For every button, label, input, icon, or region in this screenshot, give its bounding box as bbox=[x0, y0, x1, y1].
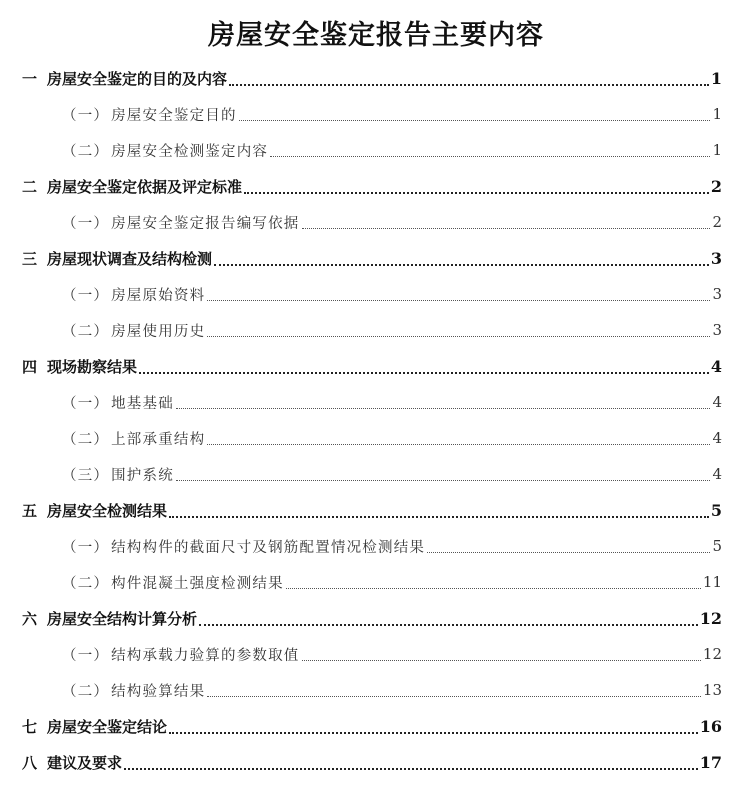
toc-entry-label: 房屋安全结构计算分析 bbox=[47, 609, 198, 628]
toc-entry-label: 房屋安全鉴定报告编写依据 bbox=[111, 215, 300, 232]
toc-entry-page: 2 bbox=[712, 213, 722, 231]
toc-entry-page: 17 bbox=[699, 752, 722, 772]
toc-entry-3-1[interactable] bbox=[0, 276, 722, 312]
dot-leader bbox=[199, 623, 698, 626]
toc-entry-5-2[interactable] bbox=[0, 564, 722, 600]
toc-entry-page: 3 bbox=[710, 248, 722, 268]
toc-entry-number: （一） bbox=[62, 539, 110, 556]
toc-entry-3-2[interactable] bbox=[0, 312, 722, 348]
toc-entry-label: 房屋安全鉴定的目的及内容 bbox=[47, 69, 228, 88]
toc-entry-number: 七 bbox=[22, 717, 38, 736]
toc-entry-label: 围护系统 bbox=[111, 467, 174, 484]
dot-leader bbox=[302, 227, 710, 229]
toc-entry-3[interactable] bbox=[0, 240, 722, 276]
dot-leader bbox=[270, 155, 710, 157]
toc-entry-page: 1 bbox=[710, 68, 722, 88]
toc-entry-page: 4 bbox=[712, 465, 722, 483]
toc-entry-label: 房屋原始资料 bbox=[111, 287, 206, 304]
toc-entry-number: 八 bbox=[22, 753, 38, 772]
toc-entry-5-1[interactable] bbox=[0, 528, 722, 564]
toc-entry-page: 1 bbox=[712, 141, 722, 159]
toc-entry-page: 13 bbox=[702, 681, 722, 699]
toc-entry-label: 房屋安全鉴定目的 bbox=[111, 107, 237, 124]
dot-leader bbox=[427, 551, 710, 553]
toc-entry-label: 房屋安全检测鉴定内容 bbox=[111, 143, 269, 160]
document-title: 房屋安全鉴定报告主要内容 bbox=[208, 20, 544, 51]
toc-entry-number: （二） bbox=[62, 323, 110, 340]
toc-entry-label: 房屋现状调查及结构检测 bbox=[47, 249, 213, 268]
dot-leader bbox=[169, 731, 698, 734]
toc-entry-4-3[interactable] bbox=[0, 456, 722, 492]
toc-entry-label: 建议及要求 bbox=[47, 753, 123, 772]
toc-entry-number: （一） bbox=[62, 215, 110, 232]
toc-entry-6-1[interactable] bbox=[0, 636, 722, 672]
dot-leader bbox=[176, 407, 710, 409]
toc-entry-number: （一） bbox=[62, 395, 110, 412]
toc-entry-page: 1 bbox=[712, 105, 722, 123]
dot-leader bbox=[214, 263, 709, 266]
toc-entry-page: 5 bbox=[710, 500, 722, 520]
toc-entry-number: （二） bbox=[62, 143, 110, 160]
dot-leader bbox=[207, 443, 710, 445]
dot-leader bbox=[169, 515, 709, 518]
toc-entry-page: 12 bbox=[699, 608, 722, 628]
toc-entry-label: 房屋安全鉴定依据及评定标准 bbox=[47, 177, 243, 196]
toc-entry-1[interactable] bbox=[0, 60, 722, 96]
toc-entry-number: （二） bbox=[62, 431, 110, 448]
toc-entry-4-1[interactable] bbox=[0, 384, 722, 420]
toc-entry-page: 4 bbox=[710, 356, 722, 376]
toc-entry-1-1[interactable] bbox=[0, 96, 722, 132]
toc-entry-label: 结构构件的截面尺寸及钢筋配置情况检测结果 bbox=[111, 539, 426, 556]
toc-entry-number: 二 bbox=[22, 177, 38, 196]
dot-leader bbox=[139, 371, 709, 374]
toc-entry-2-1[interactable] bbox=[0, 204, 722, 240]
toc-entry-number: 三 bbox=[22, 249, 38, 268]
toc-entry-4[interactable] bbox=[0, 348, 722, 384]
toc-entry-page: 12 bbox=[702, 645, 722, 663]
dot-leader bbox=[229, 83, 709, 86]
toc-entry-number: 六 bbox=[22, 609, 38, 628]
toc-entry-4-2[interactable] bbox=[0, 420, 722, 456]
toc-entry-page: 4 bbox=[712, 393, 722, 411]
toc-entry-page: 2 bbox=[710, 176, 722, 196]
toc-entry-label: 结构承载力验算的参数取值 bbox=[111, 647, 300, 664]
toc-entry-label: 构件混凝土强度检测结果 bbox=[111, 575, 284, 592]
toc-entry-number: （一） bbox=[62, 647, 110, 664]
dot-leader bbox=[207, 299, 710, 301]
toc-entry-number: （三） bbox=[62, 467, 110, 484]
toc-entry-7[interactable] bbox=[0, 708, 722, 744]
toc-entry-label: 地基基础 bbox=[111, 395, 174, 412]
table-of-contents bbox=[0, 60, 752, 780]
toc-entry-page: 3 bbox=[712, 285, 722, 303]
dot-leader bbox=[207, 695, 701, 697]
dot-leader bbox=[286, 587, 701, 589]
toc-entry-8[interactable] bbox=[0, 744, 722, 780]
dot-leader bbox=[239, 119, 710, 121]
toc-entry-label: 房屋安全鉴定结论 bbox=[47, 717, 168, 736]
toc-entry-6[interactable] bbox=[0, 600, 722, 636]
toc-entry-page: 3 bbox=[712, 321, 722, 339]
toc-entry-page: 4 bbox=[712, 429, 722, 447]
toc-entry-number: （一） bbox=[62, 107, 110, 124]
toc-entry-label: 房屋使用历史 bbox=[111, 323, 206, 340]
toc-entry-label: 上部承重结构 bbox=[111, 431, 206, 448]
dot-leader bbox=[207, 335, 710, 337]
dot-leader bbox=[176, 479, 710, 481]
toc-entry-number: （一） bbox=[62, 287, 110, 304]
toc-entry-number: 一 bbox=[22, 69, 38, 88]
dot-leader bbox=[302, 659, 701, 661]
toc-entry-2[interactable] bbox=[0, 168, 722, 204]
dot-leader bbox=[244, 191, 709, 194]
toc-entry-number: 四 bbox=[22, 357, 38, 376]
toc-entry-number: （二） bbox=[62, 683, 110, 700]
toc-entry-number: 五 bbox=[22, 501, 38, 520]
toc-entry-label: 现场勘察结果 bbox=[47, 357, 138, 376]
toc-entry-label: 结构验算结果 bbox=[111, 683, 206, 700]
dot-leader bbox=[124, 767, 698, 770]
toc-entry-label: 房屋安全检测结果 bbox=[47, 501, 168, 520]
toc-entry-6-2[interactable] bbox=[0, 672, 722, 708]
toc-entry-number: （二） bbox=[62, 575, 110, 592]
toc-entry-1-2[interactable] bbox=[0, 132, 722, 168]
toc-entry-page: 5 bbox=[712, 537, 722, 555]
toc-entry-page: 16 bbox=[699, 716, 722, 736]
toc-entry-page: 11 bbox=[702, 573, 722, 591]
toc-entry-5[interactable] bbox=[0, 492, 722, 528]
